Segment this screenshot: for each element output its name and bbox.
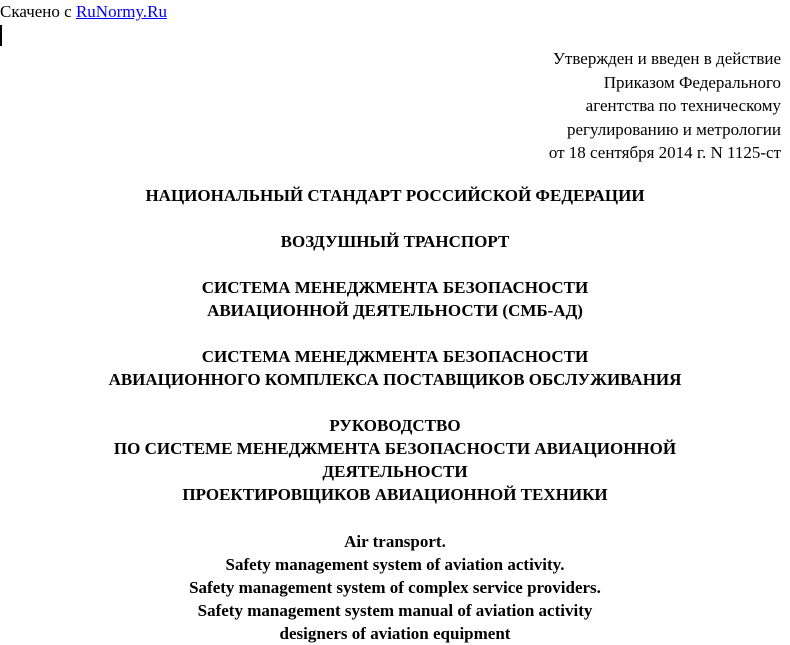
- english-title-line: Safety management system manual of aviation activity: [197, 601, 593, 620]
- manual-heading: [0, 414, 790, 506]
- heading-line: АВИАЦИОННОГО КОМПЛЕКСА ПОСТАВЩИКОВ ОБСЛУЖИВАНИЯ: [108, 370, 682, 389]
- english-title-line: Safety management system of complex service providers.: [189, 578, 601, 597]
- approval-line: Приказом Федерального: [603, 72, 781, 92]
- download-source-line: [0, 2, 167, 22]
- runormy-link[interactable]: RuNormy.Ru: [75, 2, 167, 21]
- english-title-block: [0, 530, 790, 645]
- approval-block: [549, 47, 781, 165]
- air-transport-heading: [0, 230, 790, 253]
- english-title-line: designers of aviation equipment: [279, 624, 511, 643]
- english-title-line: Air transport.: [344, 532, 446, 551]
- standard-title-text: НАЦИОНАЛЬНЫЙ СТАНДАРТ РОССИЙСКОЙ ФЕДЕРАЦИИ: [145, 186, 645, 205]
- smb-providers-heading: [0, 345, 790, 391]
- approval-line: агентства по техническому: [585, 96, 781, 115]
- standard-title: [0, 184, 790, 207]
- heading-line: ПО СИСТЕМЕ МЕНЕДЖМЕНТА БЕЗОПАСНОСТИ АВИАЦИОННОЙ: [113, 439, 677, 458]
- approval-line: от 18 сентября 2014 г. N 1125-ст: [548, 143, 781, 162]
- heading-line: ПРОЕКТИРОВЩИКОВ АВИАЦИОННОЙ ТЕХНИКИ: [182, 485, 608, 504]
- heading-line: ДЕЯТЕЛЬНОСТИ: [322, 462, 468, 481]
- approval-line: регулированию и метрологии: [566, 119, 781, 139]
- english-title-line: Safety management system of aviation activity.: [225, 555, 565, 574]
- heading-line: АВИАЦИОННОЙ ДЕЯТЕЛЬНОСТИ (СМБ-АД): [207, 301, 583, 320]
- approval-line: Утвержден и введен в действие: [552, 49, 781, 68]
- smb-ad-heading: [0, 276, 790, 322]
- heading-line: РУКОВОДСТВО: [329, 416, 461, 435]
- heading-line: СИСТЕМА МЕНЕДЖМЕНТА БЕЗОПАСНОСТИ: [201, 347, 589, 366]
- download-source-prefix: Скачено с: [0, 2, 72, 21]
- text-cursor: [0, 25, 2, 46]
- heading-line: СИСТЕМА МЕНЕДЖМЕНТА БЕЗОПАСНОСТИ: [201, 278, 589, 297]
- air-transport-text: ВОЗДУШНЫЙ ТРАНСПОРТ: [280, 232, 510, 251]
